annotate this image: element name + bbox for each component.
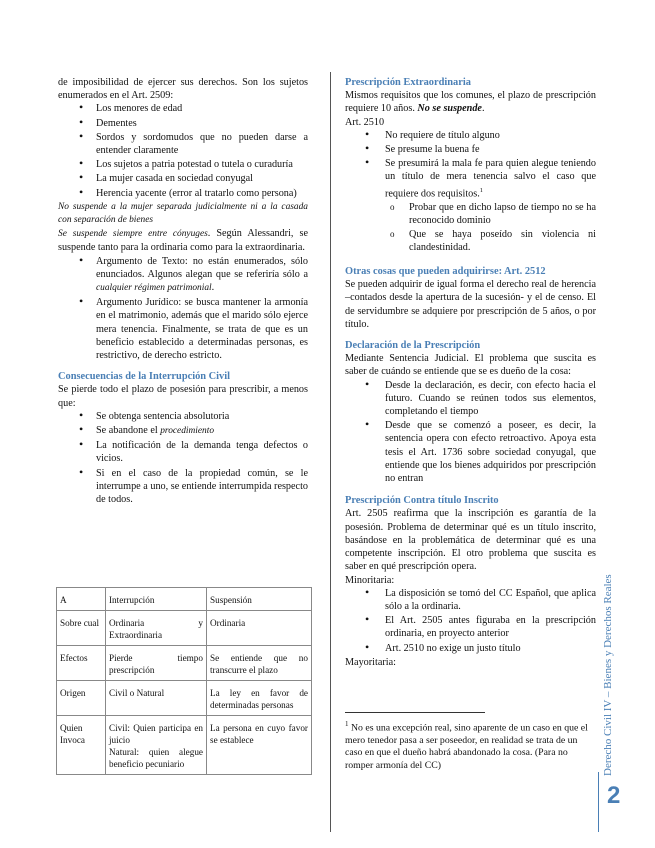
paragraph: Mediante Sentencia Judicial. El problema que suscita es saber de cuándo se entiende que se es dueño de la cosa: — [345, 353, 596, 378]
section-heading: Prescripción Extraordinaria — [345, 77, 471, 88]
table-row — [57, 611, 312, 646]
incapables-list — [58, 102, 308, 199]
list-item — [58, 296, 308, 362]
table-cell: Civil o Natural — [106, 681, 207, 716]
paragraph: de imposibilidad de ejercer sus derechos. Son los sujetos enumerados en el Art. 2509: — [58, 77, 308, 102]
footnote — [345, 718, 596, 773]
list-text: . — [211, 282, 215, 294]
table-cell: Se entiende que no transcurre el plazo — [207, 646, 312, 681]
list-item: • La mujer casada en sociedad conyugal — [58, 172, 308, 185]
label-text: Minoritaria: — [345, 574, 395, 586]
section-heading: Declaración de la Prescripción — [345, 340, 481, 352]
table-cell: Pierde tiempo prescripción — [106, 646, 207, 681]
italic-text: procedimiento — [160, 426, 215, 437]
table-cell: Ordinaria — [207, 611, 312, 646]
list-item: • Desde la declaración, es decir, con efecto hacia el futuro. Cuando se reúnen todos sus elementos, completando el tiempo — [345, 379, 596, 419]
running-header-text: Derecho Civil IV – Bienes y Derechos Reales — [602, 574, 614, 776]
list-item: • Herencia yacente (error al tratarlo como persona) — [58, 187, 308, 200]
paragraph: Se pueden adquirir de igual forma el derecho real de herencia –contados desde la apertura de la sucesión- y el de censo. El de servidumbre se adquiere por prescripción de 5 años, o por título. — [345, 279, 596, 330]
list-item — [58, 424, 308, 438]
paragraph-text: . — [481, 103, 485, 115]
list-text: Argumento Jurídico: se busca mantener la armonía en el matrimonio, además que el marido sólo ejerce mera tenencia. Finalmente, se trata de que es un beneficio establecido a determinadas personas, es restrictivo, de derecho estricto. — [96, 297, 308, 362]
list-item — [345, 157, 596, 254]
table-cell: Origen — [57, 681, 106, 716]
left-column — [58, 76, 308, 507]
footnote-number: 1 — [345, 720, 349, 728]
column-divider — [330, 72, 331, 832]
footnote-ref[interactable]: 1 — [479, 186, 484, 194]
requirements-list — [345, 129, 596, 254]
list-item: • Se obtenga sentencia absolutoria — [58, 410, 308, 423]
list-item: • La disposición se tomó del CC Español, que aplica sólo a la ordinaria. — [345, 587, 596, 613]
table-row — [57, 646, 312, 681]
table-cell: Sobre cual — [57, 611, 106, 646]
list-item: • Los menores de edad — [58, 102, 308, 115]
table-header-cell: Suspensión — [207, 588, 312, 611]
list-text: Argumento de Texto: no están enumerados, sólo enunciados. Algunos alegan que se referiría sólo a — [96, 255, 308, 280]
declaration-list — [345, 379, 596, 486]
sub-list — [385, 201, 596, 254]
table-cell: La ley en favor de determinadas personas — [207, 681, 312, 716]
arguments-list — [58, 255, 308, 363]
note-text: No suspende a la mujer separada judicialmente ni a la casada con separación de bienes — [58, 201, 308, 226]
list-text: Se presumirá la mala fe para quien alegue teniendo un título de mera tenencia salvo el caso que requiere dos requisitos. — [385, 158, 596, 200]
section-heading: Prescripción Contra título Inscrito — [345, 495, 499, 507]
list-item: • Sordos y sordomudos que no pueden darse a entender claramente — [58, 131, 308, 157]
paragraph — [58, 227, 308, 254]
table-header-row — [57, 588, 312, 611]
list-item: • Dementes — [58, 117, 308, 130]
list-item: • Art. 2510 no exige un justo título — [345, 642, 596, 655]
footnote-text: No es una excepción real, sino aparente de un caso en que el mero tenedor pasa a ser poseedor, en realidad se trata de un caso en que el dueño habrá abandonado la cosa. (Para no romper armonía del CC) — [345, 722, 588, 772]
list-item: • Se presume la buena fe — [345, 143, 596, 156]
footnote-separator — [345, 712, 485, 713]
paragraph-text: . Según Alessandri, se suspende tanto para la ordinaria como para la extraordinaria. — [58, 228, 308, 254]
sub-list-item: o Probar que en dicho lapso de tiempo no se ha reconocido dominio — [385, 201, 596, 227]
list-item: • Los sujetos a patria potestad o tutela o curaduría — [58, 158, 308, 171]
exceptions-list — [58, 410, 308, 506]
list-item — [58, 255, 308, 296]
table-header-cell: A — [57, 588, 106, 611]
label-text: Mayoritaria: — [345, 656, 396, 668]
list-item: • La notificación de la demanda tenga defectos o vicios. — [58, 439, 308, 465]
paragraph: Se pierde todo el plazo de posesión para prescribir, a menos que: — [58, 384, 308, 409]
right-column — [345, 76, 596, 669]
minority-list — [345, 587, 596, 655]
paragraph-text: Mismos requisitos que los comunes, el plazo de prescripción requiere 10 años. — [345, 90, 596, 115]
article-reference: Art. 2510 — [345, 116, 385, 128]
italic-text: cualquier régimen patrimonial — [96, 283, 212, 294]
page-number: 2 — [607, 782, 621, 809]
list-item: • No requiere de título alguno — [345, 129, 596, 142]
table-row — [57, 716, 312, 775]
table-header-cell: Interrupción — [106, 588, 207, 611]
comparison-table — [56, 587, 312, 775]
section-heading: Otras cosas que pueden adquirirse: Art. 2512 — [345, 266, 546, 278]
section-heading: Consecuencias de la Interrupción Civil — [58, 371, 231, 383]
table-cell: Ordinaria y Extraordinaria — [106, 611, 207, 646]
paragraph — [345, 89, 596, 115]
bold-italic-text: No se suspende — [417, 103, 482, 115]
table-cell: Civil: Quien participa en juicio Natural: quien alegue beneficio pecuniario — [106, 716, 207, 775]
list-text: Se abandone el — [96, 425, 161, 437]
list-item: • El Art. 2505 antes figuraba en la prescripción ordinaria, en proyecto anterior — [345, 614, 596, 640]
table-row — [57, 681, 312, 716]
sub-list-item: o Que se haya poseído sin violencia ni clandestinidad. — [385, 228, 596, 254]
list-item: • Si en el caso de la propiedad común, se le interrumpe a uno, se entiende interrumpida respecto de todos. — [58, 467, 308, 507]
table-cell: Efectos — [57, 646, 106, 681]
table-cell: Quien Invoca — [57, 716, 106, 775]
table-cell: La persona en cuyo favor se establece — [207, 716, 312, 775]
list-item: • Desde que se comenzó a poseer, es decir, la sentencia opera con efecto retroactivo. Apoya esta tesis el Art. 1736 sobre sociedad conyugal, que entiende que los bienes adquiridos por prescripción no entran — [345, 419, 596, 485]
paragraph: Art. 2505 reafirma que la inscripción es garantía de la posesión. Problema de determinar qué es un título inscrito, basándose en la problemática de determinar qué es una competente inscripción. El otro problema que suscita es saber en qué prescripción opera. — [345, 508, 596, 573]
page-number-divider — [598, 772, 599, 832]
italic-text: Se suspende siempre entre cónyuges — [58, 229, 208, 240]
